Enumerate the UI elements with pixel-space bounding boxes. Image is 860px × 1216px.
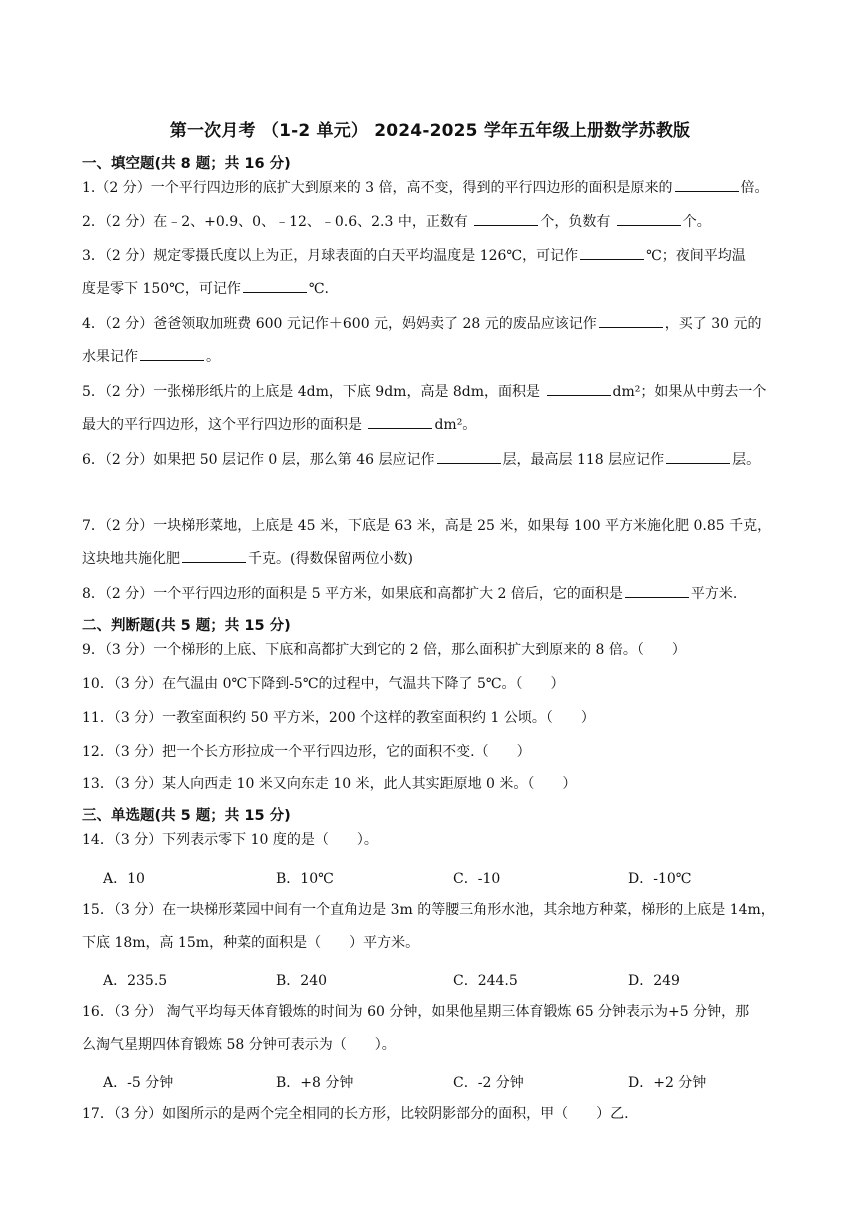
answer-blank[interactable] <box>368 414 432 429</box>
question-9 <box>82 634 812 667</box>
question-text: 最大的平行四边形，这个平行四边形的面积是 <box>82 417 362 433</box>
answer-blank[interactable] <box>182 548 246 563</box>
question-text: 平方米. <box>690 586 738 602</box>
answer-blank[interactable] <box>599 313 663 328</box>
question-text: 5．（2 分）一张梯形纸片的上底是 4dm，下底 9dm，高是 8dm，面积是 <box>82 384 541 400</box>
question-text: ℃. <box>308 281 329 297</box>
question-text: 个。 <box>682 214 711 230</box>
answer-blank[interactable] <box>625 583 689 598</box>
answer-blank[interactable] <box>140 346 204 361</box>
option-c[interactable]: C．-10 <box>453 871 501 887</box>
question-text: 10．（3 分）在气温由 0℃下降到-5℃的过程中，气温共下降了 5℃。（ ） <box>82 676 565 692</box>
option-b[interactable]: B．10℃ <box>276 871 334 887</box>
question-text: 12．（3 分）把一个长方形拉成一个平行四边形，它的面积不变.（ ） <box>82 744 531 760</box>
question-14-options <box>103 868 803 890</box>
question-3 <box>82 240 812 306</box>
question-16 <box>82 996 812 1062</box>
question-1 <box>82 172 812 205</box>
question-7 <box>82 510 812 576</box>
section-heading-fill-in: 一、填空题(共 8 题；共 16 分) <box>82 156 291 172</box>
question-text: 。 <box>206 349 220 365</box>
page-title: 第一次月考 （1-2 单元） 2024-2025 学年五年级上册数学苏教版 <box>169 121 691 141</box>
question-text: 层，最高层 118 层应记作 <box>502 452 665 468</box>
question-10 <box>82 668 812 701</box>
question-text: 层。 <box>732 452 761 468</box>
option-a[interactable]: A．10 <box>103 871 145 887</box>
question-text: 1.（2 分）一个平行四边形的底扩大到原来的 3 倍，高不变，得到的平行四边形的面积是原来的 <box>82 180 673 196</box>
question-text: 8．（2 分）一个平行四边形的面积是 5 平方米，如果底和高都扩大 2 倍后，它的面积是 <box>82 586 623 602</box>
answer-blank[interactable] <box>580 245 644 260</box>
question-text: 11．（3 分）一教室面积约 50 平方米，200 个这样的教室面积约 1 公顷。（ ） <box>82 710 595 726</box>
question-text: 6．（2 分）如果把 50 层记作 0 层，那么第 46 层应记作 <box>82 452 435 468</box>
question-13 <box>82 768 812 801</box>
question-text: 4．（2 分）爸爸领取加班费 600 元记作＋600 元，妈妈卖了 28 元的废品应该记作 <box>82 316 597 332</box>
question-text: 水果记作 <box>82 349 138 365</box>
question-text: 个，负数有 <box>540 214 611 230</box>
question-text: 3．（2 分）规定零摄氏度以上为正，月球表面的白天平均温度是 126℃，可记作 <box>82 248 579 264</box>
section-heading-true-false: 二、判断题(共 5 题；共 15 分) <box>82 618 291 634</box>
question-text: 这块地共施化肥 <box>82 551 180 567</box>
question-4 <box>82 308 812 374</box>
question-8 <box>82 578 812 611</box>
question-text: 15．（3 分）在一块梯形菜园中间有一个直角边是 3m 的等腰三角形水池，其余地方种菜，梯形的上底是 14m， <box>82 902 775 918</box>
option-a[interactable]: A．235.5 <box>103 973 168 989</box>
question-14 <box>82 824 812 857</box>
question-15 <box>82 894 812 960</box>
question-text: dm²。 <box>434 417 477 433</box>
question-text: dm²；如果从中剪去一个 <box>612 384 767 400</box>
question-text: 7．（2 分）一块梯形菜地，上底是 45 米，下底是 63 米，高是 25 米，如果每 100 平方米施化肥 0.85 千克， <box>82 518 772 534</box>
answer-blank[interactable] <box>547 381 611 396</box>
question-text: 9．（3 分）一个梯形的上底、下底和高都扩大到它的 2 倍，那么面积扩大到原来的 8 倍。（ ） <box>82 642 686 658</box>
option-a[interactable]: A．-5 分钟 <box>103 1075 174 1091</box>
option-b[interactable]: B．+8 分钟 <box>276 1075 354 1091</box>
answer-blank[interactable] <box>666 449 730 464</box>
question-text: ℃；夜间平均温 <box>646 248 746 264</box>
question-16-options <box>103 1072 803 1094</box>
answer-blank[interactable] <box>437 449 501 464</box>
question-15-options <box>103 970 803 992</box>
question-text: 14．（3 分）下列表示零下 10 度的是（ ）。 <box>82 832 378 848</box>
question-6 <box>82 444 812 477</box>
answer-blank[interactable] <box>243 278 307 293</box>
option-c[interactable]: C．-2 分钟 <box>453 1075 524 1091</box>
question-text: 17．（3 分）如图所示的是两个完全相同的长方形，比较阴影部分的面积，甲（ ）乙. <box>82 1106 629 1122</box>
option-d[interactable]: D．+2 分钟 <box>628 1075 707 1091</box>
question-12 <box>82 736 812 769</box>
question-text: 13．（3 分）某人向西走 10 米又向东走 10 米，此人其实距原地 0 米。（ ） <box>82 776 577 792</box>
question-5 <box>82 376 812 442</box>
answer-blank[interactable] <box>474 211 538 226</box>
option-b[interactable]: B．240 <box>276 973 328 989</box>
question-text: 下底 18m，高 15m，种菜的面积是（ ）平方米。 <box>82 935 420 951</box>
question-text: ，买了 30 元的 <box>664 316 762 332</box>
question-2 <box>82 206 812 239</box>
option-c[interactable]: C．244.5 <box>453 973 518 989</box>
question-text: 千克。(得数保留两位小数) <box>248 551 413 567</box>
question-text: 倍。 <box>740 180 769 196</box>
option-d[interactable]: D．249 <box>628 973 680 989</box>
answer-blank[interactable] <box>617 211 681 226</box>
option-d[interactable]: D．-10℃ <box>628 871 692 887</box>
question-text: 16．（3 分） 淘气平均每天体育锻炼的时间为 60 分钟，如果他星期三体育锻炼 65 分钟表示为+5 分钟，那 <box>82 1004 750 1020</box>
question-text: 度是零下 150℃，可记作 <box>82 281 241 297</box>
answer-blank[interactable] <box>675 177 739 192</box>
question-17 <box>82 1098 812 1131</box>
section-heading-single-choice: 三、单选题(共 5 题；共 15 分) <box>82 808 291 824</box>
question-11 <box>82 702 812 735</box>
question-text: 2．（2 分）在﹣2、+0.9、0、﹣12、﹣0.6、2.3 中，正数有 <box>82 214 468 230</box>
question-text: 么淘气星期四体育锻炼 58 分钟可表示为（ ）。 <box>82 1037 396 1053</box>
